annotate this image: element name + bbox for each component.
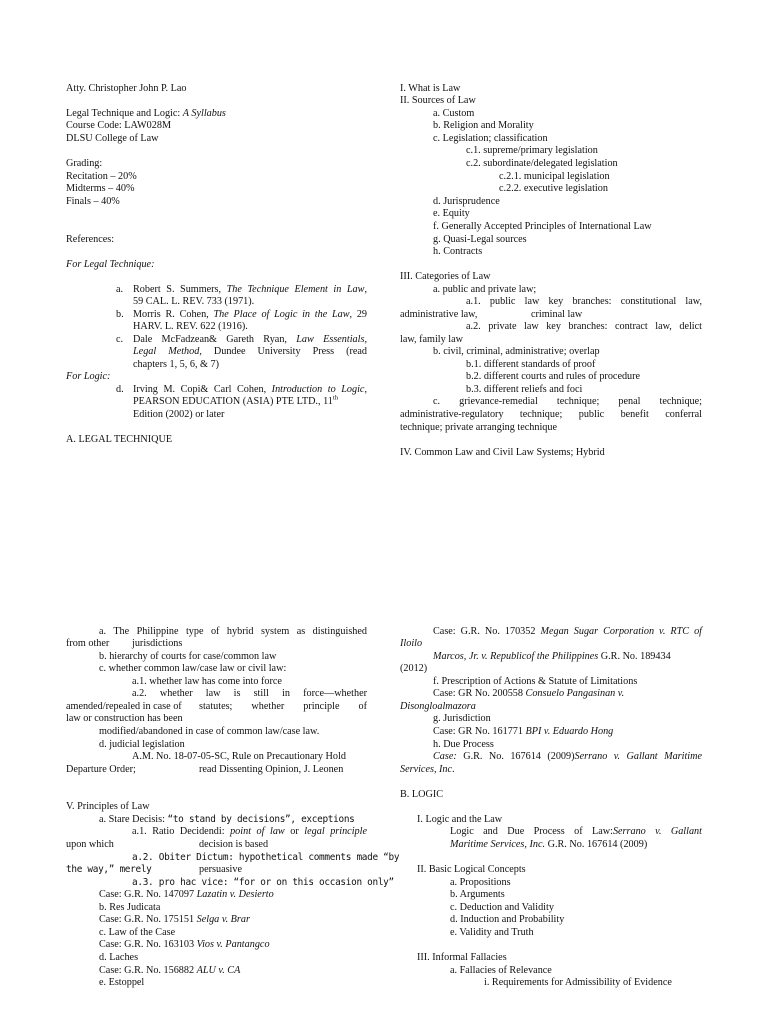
- reference-d-line3: Edition (2002) or later: [133, 409, 225, 420]
- outline-item: g. Quasi-Legal sources: [433, 234, 527, 245]
- outline-item: a. public and private law;: [433, 284, 537, 295]
- reference-c-line2: Legal Method, Dundee University Press (read: [133, 346, 367, 357]
- outline-item: g. Jurisdiction: [433, 713, 491, 724]
- outline-item: e. Validity and Truth: [450, 927, 534, 938]
- reference-marker: d.: [116, 384, 124, 395]
- reference-marker: b.: [116, 309, 124, 320]
- outline-item: i. Requirements for Admissibility of Evidence: [484, 977, 672, 988]
- grading-item: Finals – 40%: [66, 196, 120, 207]
- outline-item: f. Prescription of Actions & Statute of Limitations: [433, 676, 638, 687]
- case-citation: Case: GR No. 161771 BPI v. Eduardo Hong: [433, 726, 614, 737]
- outline-item: d. Induction and Probability: [450, 914, 565, 925]
- reference-b-line2: HARV. L. REV. 622 (1916).: [133, 321, 248, 332]
- outline-item: II. Sources of Law: [400, 95, 476, 106]
- outline-item: decision is based: [199, 839, 269, 850]
- case-citation: Case: G.R. No. 163103 Vios v. Pantangco: [99, 939, 270, 950]
- outline-item: administrative-regulatory technique; public benefit conferral: [400, 409, 702, 420]
- outline-item: a. Propositions: [450, 877, 511, 888]
- reference-marker: a.: [116, 284, 124, 295]
- case-citation: Case: G.R. No. 167614 (2009)Serrano v. Gallant Maritime: [433, 751, 702, 762]
- section-b-heading: B. LOGIC: [400, 789, 444, 800]
- outline-item: c.2. subordinate/delegated legislation: [466, 158, 618, 169]
- grading-item: Recitation – 20%: [66, 171, 137, 182]
- outline-item: d. Laches: [99, 952, 139, 963]
- outline-item: b. Res Judicata: [99, 902, 161, 913]
- outline-item: from other: [66, 638, 110, 649]
- outline-heading: IV. Common Law and Civil Law Systems; Hybrid: [400, 447, 605, 458]
- case-citation: Logic and Due Process of Law:Serrano v. Gallant: [450, 826, 702, 837]
- outline-item: technique; private arranging technique: [400, 422, 557, 433]
- outline-item: b.3. different reliefs and foci: [466, 384, 583, 395]
- outline-item: c.1. supreme/primary legislation: [466, 145, 598, 156]
- outline-item: a.2. whether law is still in force—whether: [132, 688, 367, 699]
- principles-heading: V. Principles of Law: [66, 801, 150, 812]
- outline-item: d. Jurisprudence: [433, 196, 500, 207]
- outline-heading: III. Informal Fallacies: [417, 952, 507, 963]
- case-citation: Services, Inc.: [400, 764, 455, 775]
- section-a-heading: A. LEGAL TECHNIQUE: [66, 434, 173, 445]
- outline-item: h. Due Process: [433, 739, 494, 750]
- outline-item: e. Estoppel: [99, 977, 145, 988]
- outline-item: c. grievance-remedial technique; penal technique;: [433, 396, 702, 407]
- outline-item: a. Custom: [433, 108, 475, 119]
- outline-item: c. whether common law/case law or civil law:: [99, 663, 287, 674]
- reference-c: Dale McFadzean& Gareth Ryan, Law Essentials,: [133, 334, 367, 345]
- outline-item: h. Contracts: [433, 246, 483, 257]
- categories-heading: III. Categories of Law: [400, 271, 491, 282]
- outline-item: b. civil, criminal, administrative; overlap: [433, 346, 600, 357]
- course-code: Course Code: LAW028M: [66, 120, 172, 131]
- outline-item: upon which: [66, 839, 114, 850]
- college-name: DLSU College of Law: [66, 133, 159, 144]
- outline-item: c. Law of the Case: [99, 927, 176, 938]
- outline-item: a.2. private law key branches: contract law, delict: [466, 321, 702, 332]
- reference-a: Robert S. Summers, The Technique Element in Law,: [133, 284, 367, 295]
- reference-b: Morris R. Cohen, The Place of Logic in the Law, 29: [133, 309, 368, 320]
- outline-item: amended/repealed in case of: [66, 701, 182, 712]
- case-citation: Disongloalmazora: [400, 701, 476, 712]
- legal-technique-subheading: For Legal Technique:: [66, 259, 155, 270]
- case-citation: Iloilo: [400, 638, 423, 649]
- outline-item: read Dissenting Opinion, J. Leonen: [199, 764, 344, 775]
- outline-item: a.2. Obiter Dictum: hypothetical comments made “by: [132, 852, 400, 863]
- outline-item: criminal law: [531, 309, 583, 320]
- case-citation: Maritime Services, Inc. G.R. No. 167614 (2009): [450, 839, 648, 850]
- outline-item: b.2. different courts and rules of procedure: [466, 371, 641, 382]
- outline-item: jurisdictions: [132, 638, 183, 649]
- outline-heading: II. Basic Logical Concepts: [417, 864, 526, 875]
- case-citation: Case: G.R. No. 156882 ALU v. CA: [99, 965, 241, 976]
- outline-item: a.1. Ratio Decidendi: point of law or legal principle: [132, 826, 367, 837]
- case-citation: Case: G.R. No. 170352 Megan Sugar Corporation v. RTC of: [433, 626, 702, 637]
- outline-item: a. Stare Decisis: “to stand by decisions”, exceptions: [99, 814, 355, 825]
- author-name: Atty. Christopher John P. Lao: [66, 83, 187, 94]
- outline-item: statutes; whether principle of: [199, 701, 367, 712]
- case-citation: Marcos, Jr. v. Republicof the Philippines G.R. No. 189434: [433, 651, 671, 662]
- case-citation: (2012): [400, 663, 428, 674]
- case-citation: Case: G.R. No. 147097 Lazatin v. Desierto: [99, 889, 274, 900]
- outline-item: law or construction has been: [66, 713, 183, 724]
- outline-item: modified/abandoned in case of common law/case law.: [99, 726, 320, 737]
- reference-a-line2: 59 CAL. L. REV. 733 (1971).: [133, 296, 255, 307]
- outline-item: b. Arguments: [450, 889, 505, 900]
- reference-c-line3: chapters 1, 5, 6, & 7): [133, 359, 220, 370]
- outline-item: b. hierarchy of courts for case/common law: [99, 651, 277, 662]
- outline-item: persuasive: [199, 864, 242, 875]
- case-citation: Case: G.R. No. 175151 Selga v. Brar: [99, 914, 250, 925]
- outline-item: d. judicial legislation: [99, 739, 185, 750]
- outline-item: c. Deduction and Validity: [450, 902, 554, 913]
- grading-label: Grading:: [66, 158, 103, 169]
- outline-item: a.3. pro hac vice: “for or on this occasion only”: [132, 877, 394, 888]
- outline-item: c.2.2. executive legislation: [499, 183, 608, 194]
- outline-item: b.1. different standards of proof: [466, 359, 596, 370]
- outline-item: c.2.1. municipal legislation: [499, 171, 610, 182]
- references-label: References:: [66, 234, 115, 245]
- outline-item: a.1. whether law has come into force: [132, 676, 282, 687]
- outline-item: A.M. No. 18-07-05-SC, Rule on Precautionary Hold: [132, 751, 346, 762]
- outline-item: administrative law,: [400, 309, 478, 320]
- course-title: Legal Technique and Logic: A Syllabus: [66, 108, 226, 119]
- outline-item: Departure Order;: [66, 764, 136, 775]
- outline-item: a. The Philippine type of hybrid system as distinguished: [99, 626, 367, 637]
- outline-item: I. What is Law: [400, 83, 461, 94]
- outline-item: the way,” merely: [66, 864, 152, 875]
- reference-d-line2: PEARSON EDUCATION (ASIA) PTE LTD., 11th: [133, 394, 338, 407]
- outline-item: f. Generally Accepted Principles of International Law: [433, 221, 652, 232]
- outline-item: a. Fallacies of Relevance: [450, 965, 552, 976]
- outline-item: b. Religion and Morality: [433, 120, 534, 131]
- outline-item: a.1. public law key branches: constitutional law,: [466, 296, 702, 307]
- grading-item: Midterms – 40%: [66, 183, 135, 194]
- case-citation: Case: GR No. 200558 Consuelo Pangasinan v.: [433, 688, 625, 699]
- page-gap: [0, 490, 768, 618]
- logic-subheading: For Logic:: [66, 371, 111, 382]
- reference-d: Irving M. Copi& Carl Cohen, Introduction to Logic,: [133, 384, 367, 395]
- outline-heading: I. Logic and the Law: [417, 814, 503, 825]
- reference-marker: c.: [116, 334, 124, 345]
- outline-item: law, family law: [400, 334, 463, 345]
- outline-item: c. Legislation; classification: [433, 133, 548, 144]
- outline-item: e. Equity: [433, 208, 470, 219]
